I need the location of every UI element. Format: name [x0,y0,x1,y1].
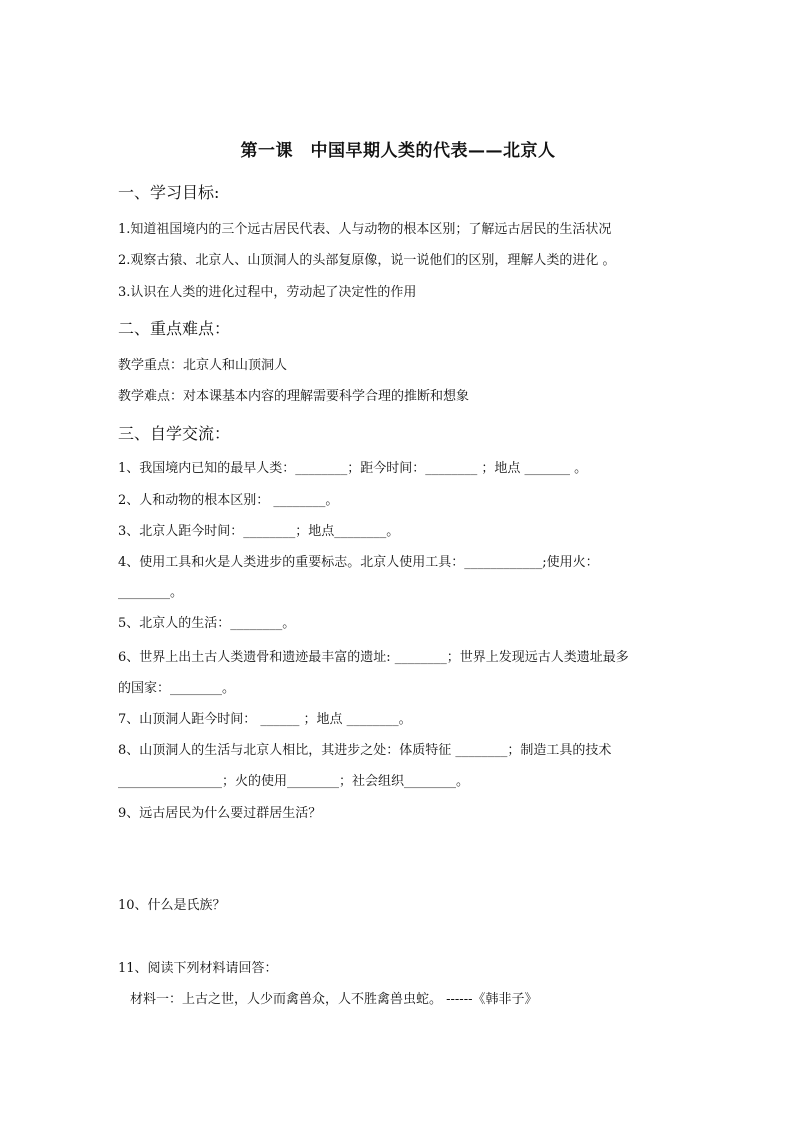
keypoints-heading: 二、重点难点： [118,319,231,338]
goal-item: 3.认识在人类的进化过程中，劳动起了决定性的作用 [118,285,417,300]
question-item: 9、远古居民为什么要过群居生活？ [118,806,322,821]
question-item: 7、山顶洞人距今时间： ______ ；地点 ________。 [118,712,412,727]
question-item: 4、使用工具和火是人类进步的重要标志。北京人使用工具：____________;使用火： [118,555,599,570]
question-item-continued: ________。 [118,585,184,600]
question-item: 1、我国境内已知的最早人类：________；距今时间：________ ；地点 _______ 。 [118,461,588,476]
goals-heading: 一、学习目标: [118,183,220,202]
page-title: 第一课 中国早期人类的代表——北京人 [240,141,556,161]
question-item: 2、人和动物的根本区别： ________。 [118,493,339,508]
question-item: 11、阅读下列材料请回答： [118,961,278,976]
keypoint-item: 教学难点：对本课基本内容的理解需要科学合理的推断和想象 [118,389,470,404]
question-item-continued: ________________；火的使用________；社会组织________。 [118,774,470,789]
question-item: 8、山顶洞人的生活与北京人相比，其进步之处：体质特征 ________；制造工具的技术 [118,743,612,758]
reading-material: 材料一：上古之世，人少而禽兽众，人不胜禽兽虫蛇。 ------《韩非子》 [130,992,538,1007]
question-item-continued: 的国家：________。 [118,681,236,696]
question-item: 3、北京人距今时间：________；地点________。 [118,524,400,539]
goal-item: 1.知道祖国境内的三个远古居民代表、人与动物的根本区别；了解远古居民的生活状况 [118,222,612,237]
question-item: 6、世界上出土古人类遗骨和遗迹最丰富的遗址: ________；世界上发现远古人类遗址最多 [118,650,629,665]
question-item: 5、北京人的生活：________。 [118,616,296,631]
keypoint-item: 教学重点：北京人和山顶洞人 [118,358,288,373]
self-study-heading: 三、自学交流： [118,424,231,443]
question-item: 10、什么是氏族？ [118,898,226,913]
goal-item: 2.观察古猿、北京人、山顶洞人的头部复原像，说一说他们的区别，理解人类的进化 。 [118,253,616,268]
